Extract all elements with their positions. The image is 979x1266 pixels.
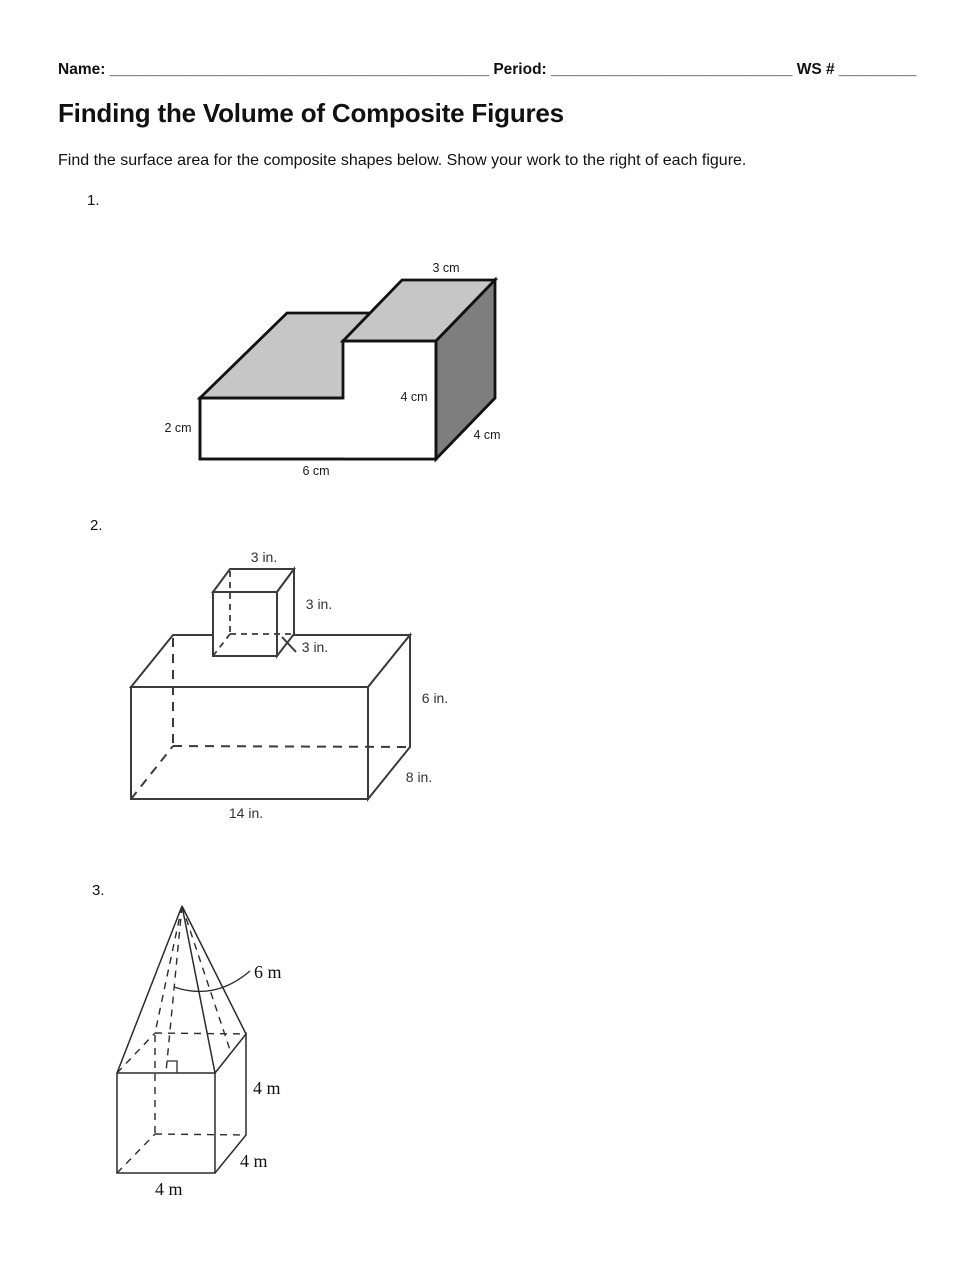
figure-3-pyramid-on-cube: [117, 906, 282, 1199]
problem-1-number: 1.: [87, 192, 100, 209]
figure-1-step-prism: [164, 261, 500, 478]
name-label: Name:: [58, 61, 106, 78]
fig1-dim-depth: 4 cm: [473, 428, 501, 442]
fig2-cube-front-face: [213, 592, 277, 656]
fig1-dim-top-width: 3 cm: [432, 261, 460, 275]
problem-2-number: 2.: [90, 517, 103, 534]
fig3-right-angle-mark: [167, 1061, 177, 1073]
ws-blank: _________: [838, 61, 917, 78]
fig1-dim-base-width: 6 cm: [302, 464, 330, 478]
fig3-cube-front-face: [117, 1073, 215, 1173]
fig3-dim-cube-width: 4 m: [155, 1179, 183, 1199]
page-title: Finding the Volume of Composite Figures: [58, 98, 564, 128]
fig3-label-leader-arc: [174, 971, 250, 991]
figure-2-cube-on-prism: [131, 549, 448, 821]
instruction-text: Find the surface area for the composite shapes below. Show your work to the right of each figure.: [58, 152, 747, 169]
name-blank: ____________________________________________: [109, 61, 489, 78]
ws-label: WS #: [796, 61, 835, 78]
fig3-dim-cube-height: 4 m: [253, 1078, 281, 1098]
fig3-dim-cube-depth: 4 m: [240, 1151, 268, 1171]
fig1-dim-low-height: 2 cm: [164, 421, 192, 435]
fig2-prism-front-face: [131, 687, 368, 799]
fig2-dim-prism-length: 14 in.: [228, 805, 264, 821]
problem-3-number: 3.: [92, 882, 105, 899]
fig2-dim-prism-height: 6 in.: [421, 690, 449, 706]
fig2-dim-cube-height: 3 in.: [305, 596, 333, 612]
fig1-dim-tall-height: 4 cm: [400, 390, 428, 404]
fig3-dim-slant-height: 6 m: [254, 962, 282, 982]
period-blank: ____________________________: [551, 61, 793, 78]
fig2-dim-prism-depth: 8 in.: [405, 769, 433, 785]
fig2-dim-cube-width: 3 in.: [250, 549, 278, 565]
period-label: Period:: [493, 61, 547, 78]
fig2-dim-cube-depth: 3 in.: [301, 639, 329, 655]
